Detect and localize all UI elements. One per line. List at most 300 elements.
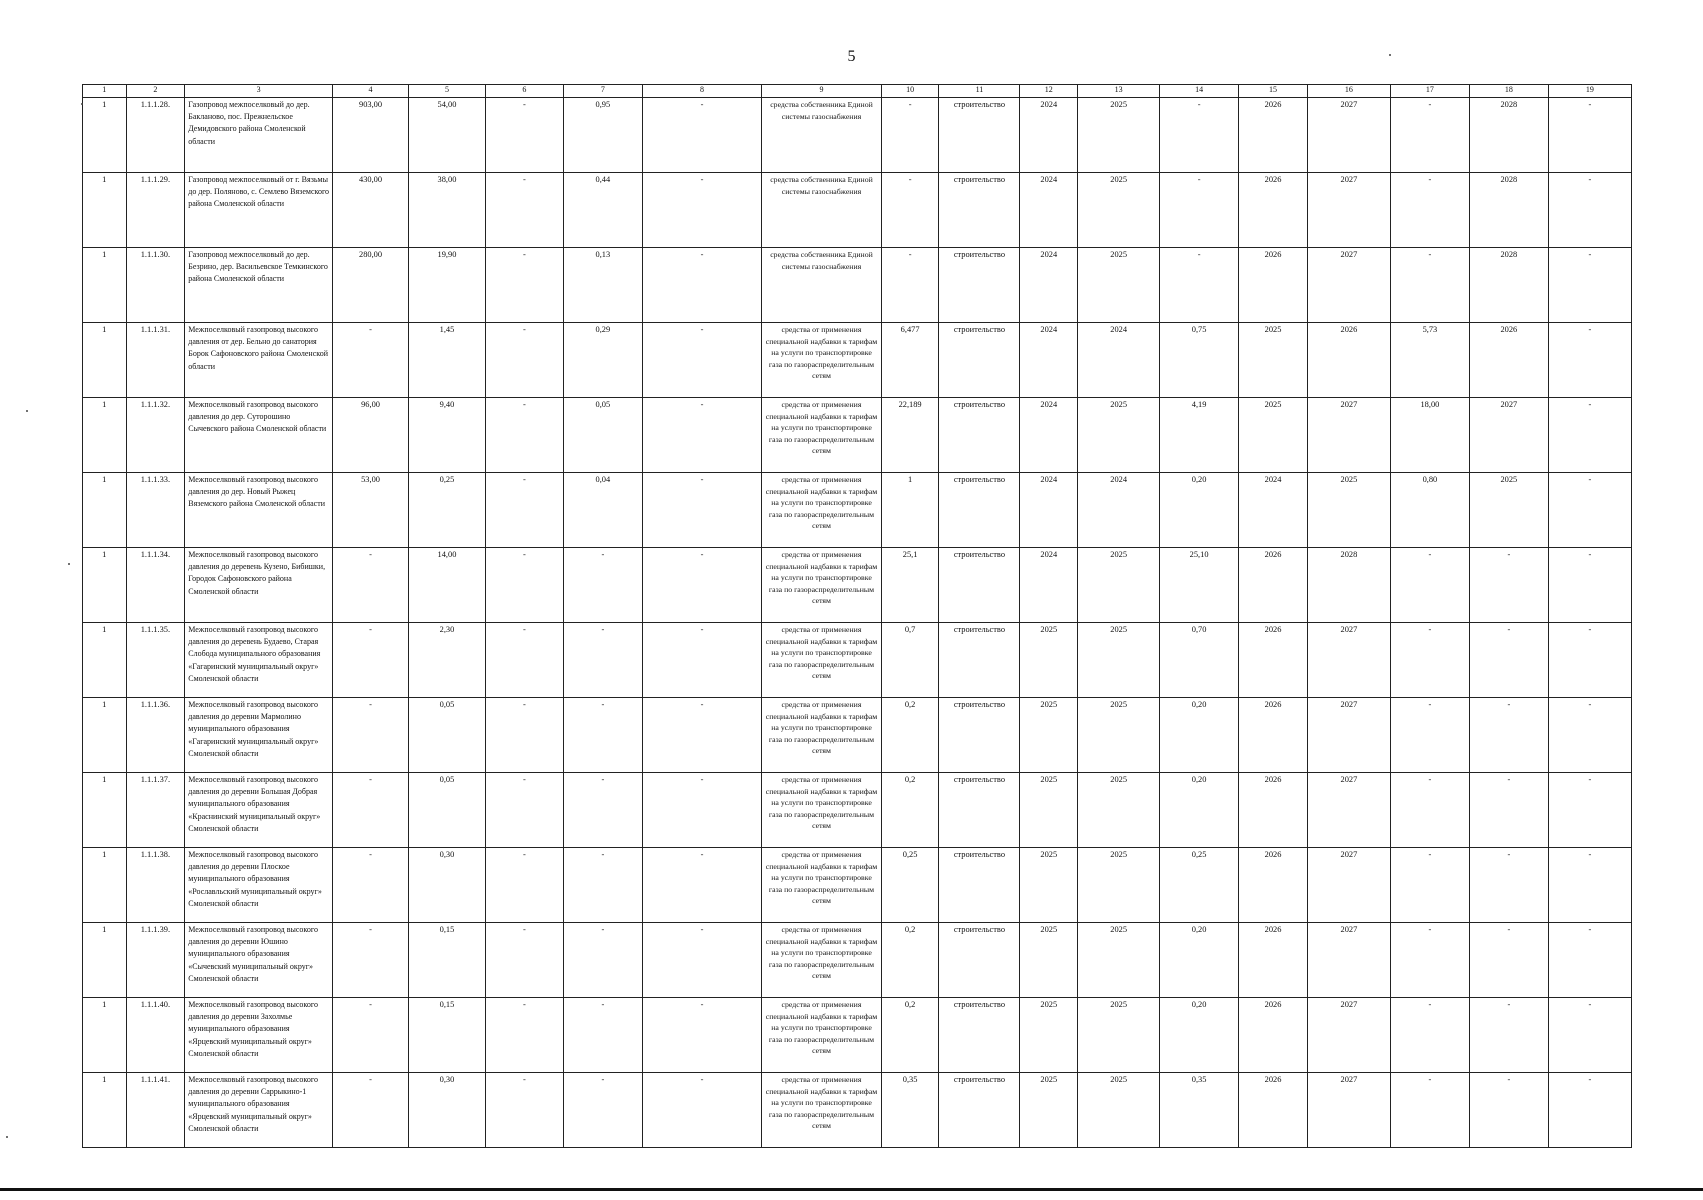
table-cell-col-16: 2028 (1307, 548, 1390, 623)
column-number-19: 19 (1548, 85, 1631, 98)
table-row (83, 923, 1632, 998)
item-code-cell: 1.1.1.34. (126, 548, 185, 623)
table-cell-col-12: 2025 (1020, 998, 1078, 1073)
table-cell-col-6: - (485, 923, 563, 998)
table-cell-col-1: 1 (83, 398, 127, 473)
table-cell-col-8: - (642, 1073, 761, 1148)
scan-speck (68, 563, 70, 565)
column-number-4: 4 (333, 85, 409, 98)
table-cell-col-10: 25,1 (881, 548, 939, 623)
table-cell-col-12: 2024 (1020, 473, 1078, 548)
column-number-14: 14 (1160, 85, 1239, 98)
table-cell-col-5: 0,05 (408, 698, 485, 773)
table-cell-col-11: строительство (939, 398, 1020, 473)
table-cell-col-4: - (333, 623, 409, 698)
table-cell-col-1: 1 (83, 548, 127, 623)
table-cell-col-11: строительство (939, 998, 1020, 1073)
table-cell-col-17: - (1390, 173, 1469, 248)
table-cell-col-5: 0,15 (408, 923, 485, 998)
table-cell-col-7: 0,13 (563, 248, 642, 323)
table-cell-col-19: - (1548, 473, 1631, 548)
column-number-7: 7 (563, 85, 642, 98)
scan-speck (26, 410, 28, 412)
table-cell-col-17: - (1390, 923, 1469, 998)
financing-source-cell: средства от применения специальной надбавки к тарифам на услуги по транспортировке газа по газораспределительным сетям (762, 1073, 881, 1148)
column-number-10: 10 (881, 85, 939, 98)
financing-source-cell: средства собственника Единой системы газоснабжения (762, 173, 881, 248)
table-cell-col-6: - (485, 98, 563, 173)
table-cell-col-4: 53,00 (333, 473, 409, 548)
table-cell-col-7: - (563, 998, 642, 1073)
item-code-cell: 1.1.1.38. (126, 848, 185, 923)
table-cell-col-17: - (1390, 623, 1469, 698)
table-cell-col-15: 2026 (1239, 923, 1308, 998)
table-cell-col-5: 0,25 (408, 473, 485, 548)
table-cell-col-16: 2027 (1307, 773, 1390, 848)
table-cell-col-19: - (1548, 773, 1631, 848)
table-row (83, 248, 1632, 323)
table-cell-col-16: 2026 (1307, 323, 1390, 398)
object-name-cell: Газопровод межпоселковый от г. Вязьмы до дер. Поляново, с. Семлево Вяземского района Смоленской области (185, 173, 333, 248)
table-cell-col-12: 2025 (1020, 848, 1078, 923)
table-cell-col-14: 0,20 (1160, 473, 1239, 548)
table-cell-col-10: 0,2 (881, 773, 939, 848)
object-name-cell: Межпоселковый газопровод высокого давления до деревни Capрыкино-1 муниципального образования «Ярцевский муниципальный округ» Смоленской области (185, 1073, 333, 1148)
table-cell-col-10: 0,2 (881, 698, 939, 773)
table-cell-col-6: - (485, 623, 563, 698)
object-name-cell: Межпоселковый газопровод высокого давления до деревни Юшино муниципального образования «Сычевский муниципальный округ» Смоленской области (185, 923, 333, 998)
table-row (83, 398, 1632, 473)
table-cell-col-11: строительство (939, 1073, 1020, 1148)
table-cell-col-4: 280,00 (333, 248, 409, 323)
financing-source-cell: средства от применения специальной надбавки к тарифам на услуги по транспортировке газа по газораспределительным сетям (762, 323, 881, 398)
column-number-12: 12 (1020, 85, 1078, 98)
table-body (83, 98, 1632, 1148)
table-cell-col-7: - (563, 848, 642, 923)
table-cell-col-12: 2024 (1020, 173, 1078, 248)
table-cell-col-7: - (563, 923, 642, 998)
object-name-cell: Межпоселковый газопровод высокого давления от дер. Бельно до санатория Борок Сафоновского района Смоленской области (185, 323, 333, 398)
table-cell-col-18: - (1469, 1073, 1548, 1148)
table-cell-col-18: - (1469, 698, 1548, 773)
table-cell-col-13: 2025 (1078, 1073, 1160, 1148)
table-cell-col-17: 18,00 (1390, 398, 1469, 473)
table-cell-col-7: 0,05 (563, 398, 642, 473)
table-cell-col-18: 2025 (1469, 473, 1548, 548)
table-cell-col-16: 2027 (1307, 173, 1390, 248)
table-cell-col-15: 2026 (1239, 848, 1308, 923)
table-cell-col-12: 2025 (1020, 923, 1078, 998)
table-cell-col-10: 1 (881, 473, 939, 548)
item-code-cell: 1.1.1.28. (126, 98, 185, 173)
scan-speck (1389, 54, 1391, 56)
table-cell-col-16: 2027 (1307, 998, 1390, 1073)
table-cell-col-15: 2026 (1239, 98, 1308, 173)
financing-source-cell: средства от применения специальной надбавки к тарифам на услуги по транспортировке газа по газораспределительным сетям (762, 998, 881, 1073)
object-name-cell: Межпоселковый газопровод высокого давления до деревень Кузено, Бибишки, Городок Сафоновского района Смоленской области (185, 548, 333, 623)
table-cell-col-15: 2026 (1239, 998, 1308, 1073)
table-cell-col-7: - (563, 1073, 642, 1148)
table-cell-col-15: 2026 (1239, 173, 1308, 248)
table-cell-col-19: - (1548, 623, 1631, 698)
table-cell-col-11: строительство (939, 473, 1020, 548)
table-cell-col-18: 2028 (1469, 173, 1548, 248)
table-cell-col-4: - (333, 848, 409, 923)
financing-source-cell: средства от применения специальной надбавки к тарифам на услуги по транспортировке газа по газораспределительным сетям (762, 773, 881, 848)
column-number-8: 8 (642, 85, 761, 98)
column-number-2: 2 (126, 85, 185, 98)
table-cell-col-1: 1 (83, 773, 127, 848)
table-cell-col-14: 0,75 (1160, 323, 1239, 398)
table-cell-col-8: - (642, 998, 761, 1073)
column-number-5: 5 (408, 85, 485, 98)
table-cell-col-14: 0,20 (1160, 773, 1239, 848)
table-cell-col-12: 2025 (1020, 623, 1078, 698)
scan-speck (81, 103, 83, 105)
column-number-17: 17 (1390, 85, 1469, 98)
table-cell-col-10: 0,7 (881, 623, 939, 698)
table-cell-col-14: 0,70 (1160, 623, 1239, 698)
object-name-cell: Межпоселковый газопровод высокого давления до деревни Плоское муниципального образования «Рославльский муниципальный округ» Смоленской области (185, 848, 333, 923)
table-cell-col-19: - (1548, 698, 1631, 773)
table-cell-col-19: - (1548, 548, 1631, 623)
table-cell-col-8: - (642, 248, 761, 323)
table-row (83, 98, 1632, 173)
table-cell-col-1: 1 (83, 623, 127, 698)
table-cell-col-13: 2024 (1078, 323, 1160, 398)
table-cell-col-19: - (1548, 998, 1631, 1073)
table-cell-col-6: - (485, 473, 563, 548)
table-cell-col-6: - (485, 773, 563, 848)
item-code-cell: 1.1.1.35. (126, 623, 185, 698)
table-cell-col-13: 2025 (1078, 173, 1160, 248)
table-cell-col-5: 0,30 (408, 848, 485, 923)
table-cell-col-7: - (563, 698, 642, 773)
table-cell-col-7: - (563, 548, 642, 623)
table-cell-col-18: - (1469, 998, 1548, 1073)
table-cell-col-4: - (333, 923, 409, 998)
table-cell-col-15: 2026 (1239, 1073, 1308, 1148)
table-cell-col-18: - (1469, 923, 1548, 998)
table-cell-col-10: 6,477 (881, 323, 939, 398)
table-row (83, 473, 1632, 548)
table-cell-col-4: - (333, 548, 409, 623)
table-cell-col-17: - (1390, 998, 1469, 1073)
financing-source-cell: средства от применения специальной надбавки к тарифам на услуги по транспортировке газа по газораспределительным сетям (762, 923, 881, 998)
table-cell-col-17: 0,80 (1390, 473, 1469, 548)
table-cell-col-8: - (642, 173, 761, 248)
table-row (83, 323, 1632, 398)
table-cell-col-4: - (333, 323, 409, 398)
table-cell-col-7: 0,29 (563, 323, 642, 398)
table-cell-col-10: 22,189 (881, 398, 939, 473)
item-code-cell: 1.1.1.31. (126, 323, 185, 398)
table-cell-col-14: 25,10 (1160, 548, 1239, 623)
item-code-cell: 1.1.1.29. (126, 173, 185, 248)
table-cell-col-13: 2025 (1078, 248, 1160, 323)
column-number-1: 1 (83, 85, 127, 98)
table-cell-col-16: 2025 (1307, 473, 1390, 548)
item-code-cell: 1.1.1.41. (126, 1073, 185, 1148)
table-cell-col-11: строительство (939, 173, 1020, 248)
table-cell-col-11: строительство (939, 248, 1020, 323)
table-cell-col-8: - (642, 323, 761, 398)
financing-source-cell: средства собственника Единой системы газоснабжения (762, 248, 881, 323)
scan-speck (6, 1136, 8, 1138)
table-cell-col-1: 1 (83, 248, 127, 323)
table-row (83, 173, 1632, 248)
table-cell-col-5: 9,40 (408, 398, 485, 473)
table-cell-col-11: строительство (939, 773, 1020, 848)
table-cell-col-4: - (333, 773, 409, 848)
table-cell-col-14: 0,20 (1160, 998, 1239, 1073)
table-cell-col-1: 1 (83, 698, 127, 773)
table-cell-col-19: - (1548, 173, 1631, 248)
table-cell-col-1: 1 (83, 923, 127, 998)
table-cell-col-4: 96,00 (333, 398, 409, 473)
table-cell-col-16: 2027 (1307, 623, 1390, 698)
financing-source-cell: средства от применения специальной надбавки к тарифам на услуги по транспортировке газа по газораспределительным сетям (762, 473, 881, 548)
table-cell-col-1: 1 (83, 998, 127, 1073)
table-cell-col-15: 2026 (1239, 548, 1308, 623)
table-cell-col-1: 1 (83, 473, 127, 548)
table-cell-col-4: - (333, 698, 409, 773)
table-cell-col-8: - (642, 773, 761, 848)
table-cell-col-18: - (1469, 848, 1548, 923)
table-cell-col-17: - (1390, 698, 1469, 773)
table-cell-col-14: 4,19 (1160, 398, 1239, 473)
table-cell-col-4: 430,00 (333, 173, 409, 248)
table-cell-col-13: 2025 (1078, 923, 1160, 998)
table-row (83, 548, 1632, 623)
table-cell-col-4: 903,00 (333, 98, 409, 173)
table-cell-col-12: 2024 (1020, 548, 1078, 623)
column-number-row (83, 85, 1632, 98)
item-code-cell: 1.1.1.32. (126, 398, 185, 473)
column-number-6: 6 (485, 85, 563, 98)
column-number-15: 15 (1239, 85, 1308, 98)
table-cell-col-8: - (642, 698, 761, 773)
table-cell-col-11: строительство (939, 323, 1020, 398)
table-cell-col-18: 2027 (1469, 398, 1548, 473)
table-cell-col-13: 2025 (1078, 548, 1160, 623)
object-name-cell: Межпоселковый газопровод высокого давления до дер. Новый Рыжец Вяземского района Смоленской области (185, 473, 333, 548)
financing-source-cell: средства от применения специальной надбавки к тарифам на услуги по транспортировке газа по газораспределительным сетям (762, 623, 881, 698)
object-name-cell: Газопровод межпоселковый до дер. Безрино, дер. Васильевское Темкинского района Смоленской области (185, 248, 333, 323)
table-cell-col-11: строительство (939, 698, 1020, 773)
table-cell-col-5: 2,30 (408, 623, 485, 698)
table-cell-col-11: строительство (939, 923, 1020, 998)
table-cell-col-14: 0,35 (1160, 1073, 1239, 1148)
table-cell-col-7: 0,04 (563, 473, 642, 548)
table-row (83, 698, 1632, 773)
object-name-cell: Межпоселковый газопровод высокого давления до деревень Будаево, Старая Слобода муниципального образования «Гагаринский муниципальный округ» Смоленской области (185, 623, 333, 698)
table-cell-col-8: - (642, 473, 761, 548)
table-cell-col-6: - (485, 398, 563, 473)
page-number: 5 (847, 48, 856, 65)
table-cell-col-11: строительство (939, 548, 1020, 623)
table-cell-col-19: - (1548, 923, 1631, 998)
table-cell-col-4: - (333, 1073, 409, 1148)
table-cell-col-14: 0,20 (1160, 923, 1239, 998)
table-cell-col-6: - (485, 998, 563, 1073)
table-cell-col-17: - (1390, 248, 1469, 323)
table-cell-col-10: 0,2 (881, 998, 939, 1073)
table-cell-col-5: 0,05 (408, 773, 485, 848)
table-cell-col-10: 0,35 (881, 1073, 939, 1148)
table-cell-col-6: - (485, 1073, 563, 1148)
table-cell-col-16: 2027 (1307, 848, 1390, 923)
table-cell-col-10: - (881, 248, 939, 323)
financing-source-cell: средства от применения специальной надбавки к тарифам на услуги по транспортировке газа по газораспределительным сетям (762, 398, 881, 473)
table-cell-col-11: строительство (939, 848, 1020, 923)
table-cell-col-15: 2026 (1239, 623, 1308, 698)
table-cell-col-14: - (1160, 248, 1239, 323)
item-code-cell: 1.1.1.39. (126, 923, 185, 998)
table-cell-col-18: 2026 (1469, 323, 1548, 398)
table-cell-col-1: 1 (83, 173, 127, 248)
column-number-13: 13 (1078, 85, 1160, 98)
table-cell-col-10: 0,25 (881, 848, 939, 923)
table-cell-col-10: - (881, 173, 939, 248)
table-cell-col-13: 2024 (1078, 473, 1160, 548)
table-cell-col-11: строительство (939, 98, 1020, 173)
object-name-cell: Межпоселковый газопровод высокого давления до деревни Большая Добрая муниципального образования «Краснинский муниципальный округ» Смоленской области (185, 773, 333, 848)
table-cell-col-19: - (1548, 1073, 1631, 1148)
table-cell-col-12: 2024 (1020, 398, 1078, 473)
table-cell-col-15: 2025 (1239, 398, 1308, 473)
table-cell-col-6: - (485, 548, 563, 623)
table-cell-col-5: 1,45 (408, 323, 485, 398)
column-number-9: 9 (762, 85, 881, 98)
table-row (83, 848, 1632, 923)
table-cell-col-12: 2024 (1020, 248, 1078, 323)
table-cell-col-13: 2025 (1078, 98, 1160, 173)
table-cell-col-8: - (642, 548, 761, 623)
table-cell-col-6: - (485, 698, 563, 773)
table-cell-col-6: - (485, 848, 563, 923)
table-cell-col-12: 2025 (1020, 1073, 1078, 1148)
table-cell-col-5: 19,90 (408, 248, 485, 323)
table-cell-col-1: 1 (83, 848, 127, 923)
table-cell-col-1: 1 (83, 323, 127, 398)
table-cell-col-13: 2025 (1078, 698, 1160, 773)
table-cell-col-7: 0,44 (563, 173, 642, 248)
table-cell-col-16: 2027 (1307, 923, 1390, 998)
financing-source-cell: средства от применения специальной надбавки к тарифам на услуги по транспортировке газа по газораспределительным сетям (762, 848, 881, 923)
table-cell-col-7: - (563, 623, 642, 698)
table-cell-col-18: 2028 (1469, 98, 1548, 173)
table-cell-col-10: 0,2 (881, 923, 939, 998)
financing-source-cell: средства от применения специальной надбавки к тарифам на услуги по транспортировке газа по газораспределительным сетям (762, 698, 881, 773)
table-cell-col-19: - (1548, 398, 1631, 473)
table-cell-col-4: - (333, 998, 409, 1073)
financing-source-cell: средства от применения специальной надбавки к тарифам на услуги по транспортировке газа по газораспределительным сетям (762, 548, 881, 623)
column-number-18: 18 (1469, 85, 1548, 98)
column-number-16: 16 (1307, 85, 1390, 98)
table-cell-col-14: 0,20 (1160, 698, 1239, 773)
table-cell-col-16: 2027 (1307, 98, 1390, 173)
object-name-cell: Межпоселковый газопровод высокого давления до деревни Захолмье муниципального образования «Ярцевский муниципальный округ» Смоленской области (185, 998, 333, 1073)
table-cell-col-12: 2024 (1020, 98, 1078, 173)
item-code-cell: 1.1.1.40. (126, 998, 185, 1073)
table-cell-col-8: - (642, 848, 761, 923)
table-cell-col-18: - (1469, 548, 1548, 623)
table-cell-col-5: 14,00 (408, 548, 485, 623)
table-cell-col-5: 38,00 (408, 173, 485, 248)
item-code-cell: 1.1.1.36. (126, 698, 185, 773)
table-cell-col-16: 2027 (1307, 248, 1390, 323)
table-cell-col-19: - (1548, 848, 1631, 923)
table-cell-col-14: 0,25 (1160, 848, 1239, 923)
table-cell-col-13: 2025 (1078, 398, 1160, 473)
table-cell-col-15: 2025 (1239, 323, 1308, 398)
table-cell-col-8: - (642, 923, 761, 998)
table-cell-col-12: 2025 (1020, 698, 1078, 773)
table-cell-col-18: - (1469, 623, 1548, 698)
object-name-cell: Межпоселковый газопровод высокого давления до деревни Мармолино муниципального образования «Гагаринский муниципальный округ» Смоленской области (185, 698, 333, 773)
table-cell-col-17: - (1390, 848, 1469, 923)
table-cell-col-7: 0,95 (563, 98, 642, 173)
table-cell-col-17: 5,73 (1390, 323, 1469, 398)
table-cell-col-18: - (1469, 773, 1548, 848)
table-row (83, 623, 1632, 698)
table-cell-col-13: 2025 (1078, 623, 1160, 698)
table-cell-col-16: 2027 (1307, 698, 1390, 773)
table-cell-col-7: - (563, 773, 642, 848)
column-number-3: 3 (185, 85, 333, 98)
page-bottom-rule (0, 1188, 1703, 1191)
column-number-11: 11 (939, 85, 1020, 98)
table-cell-col-18: 2028 (1469, 248, 1548, 323)
investment-program-table-container (82, 84, 1632, 1148)
table-cell-col-5: 0,15 (408, 998, 485, 1073)
table-row (83, 1073, 1632, 1148)
table-cell-col-17: - (1390, 548, 1469, 623)
table-cell-col-17: - (1390, 773, 1469, 848)
item-code-cell: 1.1.1.33. (126, 473, 185, 548)
table-cell-col-19: - (1548, 248, 1631, 323)
table-cell-col-15: 2026 (1239, 773, 1308, 848)
item-code-cell: 1.1.1.37. (126, 773, 185, 848)
table-cell-col-13: 2025 (1078, 773, 1160, 848)
table-cell-col-12: 2025 (1020, 773, 1078, 848)
table-cell-col-10: - (881, 98, 939, 173)
table-cell-col-15: 2024 (1239, 473, 1308, 548)
table-row (83, 773, 1632, 848)
financing-source-cell: средства собственника Единой системы газоснабжения (762, 98, 881, 173)
table-cell-col-14: - (1160, 98, 1239, 173)
investment-program-table (82, 84, 1632, 1148)
table-cell-col-8: - (642, 398, 761, 473)
table-cell-col-14: - (1160, 173, 1239, 248)
table-cell-col-16: 2027 (1307, 398, 1390, 473)
table-cell-col-15: 2026 (1239, 248, 1308, 323)
item-code-cell: 1.1.1.30. (126, 248, 185, 323)
table-cell-col-19: - (1548, 98, 1631, 173)
table-cell-col-6: - (485, 323, 563, 398)
table-cell-col-1: 1 (83, 1073, 127, 1148)
object-name-cell: Газопровод межпоселковый до дер. Бакланово, пос. Прежнельское Демидовского района Смоленской области (185, 98, 333, 173)
table-cell-col-13: 2025 (1078, 848, 1160, 923)
table-cell-col-17: - (1390, 98, 1469, 173)
table-cell-col-19: - (1548, 323, 1631, 398)
table-cell-col-12: 2024 (1020, 323, 1078, 398)
table-cell-col-8: - (642, 623, 761, 698)
table-cell-col-6: - (485, 248, 563, 323)
object-name-cell: Межпоселковый газопровод высокого давления до дер. Суторошино Сычевского района Смоленской области (185, 398, 333, 473)
table-cell-col-15: 2026 (1239, 698, 1308, 773)
